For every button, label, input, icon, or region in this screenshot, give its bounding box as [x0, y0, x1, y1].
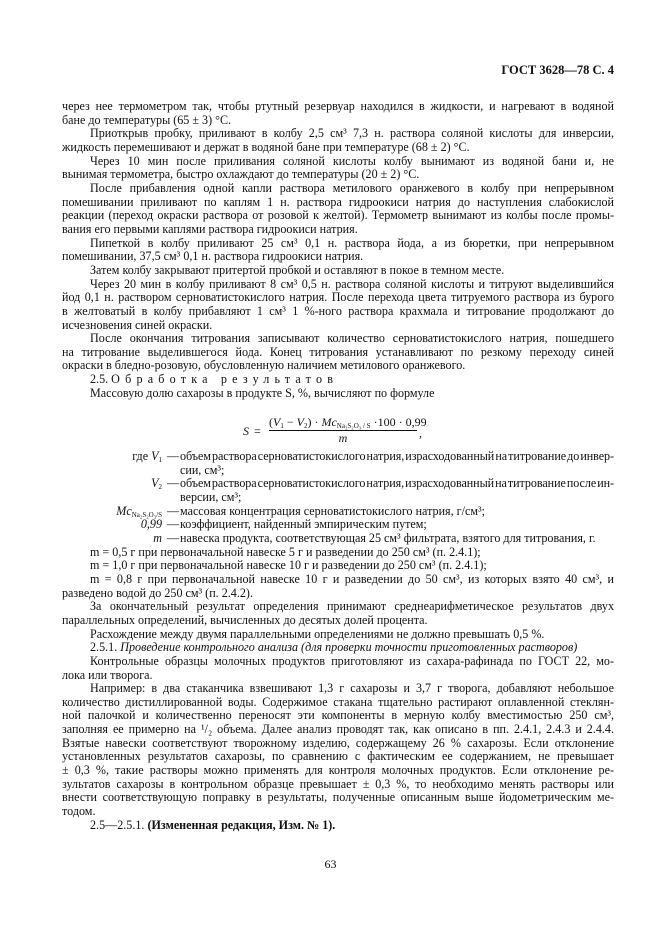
var-mc: Mc [321, 415, 337, 429]
text-line: После окончания титрования записывают количество серноватистокислого натрия, пошедшего [90, 331, 614, 346]
formula-comma: , [419, 426, 422, 440]
definition-dash: — [166, 517, 180, 532]
text-line: m = 0,5 г при первоначальной навеске 5 г и разведении до 250 см³ (п. 2.4.1); [90, 544, 481, 559]
paragraph [62, 127, 614, 154]
paragraph [62, 155, 614, 182]
text-line: в желтоватый в колбу прибавляют 1 см³ 1 %-ного раствора крахмала и титрование продолжают до [62, 303, 614, 318]
definition-text: массовая концентрация серноватистокислого натрия, г/см³; [180, 503, 485, 518]
definition-dash: — [166, 476, 180, 491]
text-line: разведено водой до 250 см³ (п. 2.4.2). [62, 585, 253, 600]
formula-numerator [269, 414, 427, 430]
symbol-sub: 1 [158, 456, 162, 464]
text-line: бане до температуры (65 ± 3) °С. [62, 112, 232, 127]
text-line: лока или творога. [62, 667, 153, 682]
text-line: на титрование выделившегося йода. Конец титрования устанавливают по резкому переходу синей [62, 344, 614, 359]
text-block-results [62, 450, 614, 832]
paragraph [62, 573, 614, 600]
definition-symbol [62, 518, 166, 532]
subsection-heading [62, 641, 614, 655]
text-line: исчезновения синей окраски. [62, 317, 213, 332]
subsection-number: 2.5.1. [90, 640, 118, 655]
text-line: Контрольные образцы молочных продуктов приготовляют из сахара-рафинада по ГОСТ 22, мо- [90, 653, 614, 668]
text-line: окраски в бледно-розовую, обусловленную наличием метилового оранжевого. [62, 358, 466, 373]
paragraph [62, 278, 614, 333]
var-v2: V [296, 415, 304, 429]
sub: Na₂S₂O₃ / S [336, 422, 371, 430]
amendment-note [62, 819, 614, 833]
definition-item [62, 532, 614, 546]
text-line: установленных результатов сахарозы, по сравнению с фактическим ее содержанием, не превышает [62, 749, 614, 764]
page-number: 63 [324, 857, 337, 871]
definition-text: сии, см³; [180, 462, 225, 477]
text-line: вынимая термометра, быстро охлаждают до температуры (20 ± 2) °С. [62, 167, 420, 182]
prefix: где [132, 449, 152, 463]
text-line: вания его первыми каплями раствора гидроокиси натрия. [62, 221, 358, 236]
text-line: m = 1,0 г при первоначальной навеске 10 г и разведении до 250 см³ (п. 2.4.1); [90, 558, 487, 573]
text-line: Пипеткой в колбу приливают 25 см³ 0,1 н. раствора йода, а из бюретки, при непрерывном [90, 235, 614, 250]
text-line: m = 0,8 г при первоначальной навеске 10 г и разведении до 50 см³, из которых взято 40 см³, и [90, 571, 614, 586]
definition-text: версии, см³; [180, 489, 242, 504]
paragraph [62, 546, 614, 560]
section-title: Обработка результатов [111, 372, 339, 387]
symbol: m [153, 530, 162, 545]
text-line: параллельных определений, вычисленных до десятых долей процента. [62, 612, 428, 627]
formula-fraction [269, 414, 427, 445]
paren: ) [307, 415, 312, 429]
definition-symbol [62, 450, 166, 464]
text-line: реакции (переход окраски раствора от розовой к желтой). Термометр вынимают из колбы после промы- [62, 208, 614, 223]
paragraph [62, 332, 614, 373]
paragraph [62, 559, 614, 573]
sub: 2 [303, 422, 308, 430]
definition-dash: — [166, 530, 180, 545]
text-line: помешивании приливают по каплям 1 н. раствора гидроокиси натрия до наступления слабокислой [62, 194, 614, 209]
text-line: Затем колбу закрывают притертой пробкой и оставляют в покое в темном месте. [90, 262, 505, 277]
definition-symbol [62, 532, 166, 546]
definition-dash: — [166, 503, 180, 518]
var-v1: V [273, 415, 281, 429]
symbol: Mc [116, 503, 132, 518]
paragraph [62, 628, 614, 642]
definition-text: объем раствора серноватистокислого натрия, израсходованный на титрование после ин- [180, 476, 614, 491]
paragraph [62, 237, 614, 264]
dot: · [311, 415, 322, 429]
definition-symbol [62, 491, 166, 505]
section-heading [62, 373, 614, 387]
symbol: V [151, 449, 159, 463]
minus: − [283, 415, 297, 429]
text-line: ной палочкой и количественно переносят эти компоненты в мерную колбу вместимостью 250 см³, [62, 708, 614, 723]
section-number: 2.5. [90, 372, 109, 387]
paragraph [62, 682, 614, 819]
text-line: За окончательный результат определения принимают среднеарифметическое результатов двух [90, 599, 614, 614]
paren: ( [269, 415, 273, 429]
paragraph [62, 600, 614, 627]
definition-symbol [62, 477, 166, 491]
symbol: V [151, 476, 159, 491]
definitions-list [62, 450, 614, 546]
amendment-text: (Измененная редакция, Изм. № 1). [147, 817, 336, 832]
definition-item [62, 464, 614, 478]
text-line: зультатов сахарозы в контрольном образце превышает ± 0,3 %, то необходимо менять растворы или [62, 776, 614, 791]
text-line: ± 0,3 %, такие растворы можно применять для контроля молочных продуктов. Если отклонение ре- [62, 763, 614, 778]
definition-item [62, 491, 614, 505]
definition-item [62, 518, 614, 532]
paragraph [62, 264, 614, 278]
text-line: Взятые навески соответствуют творожному изделию, содержащему 26 % сахарозы. Если отклонение [62, 735, 614, 750]
paragraph [62, 387, 614, 401]
text-line: через нее термометром так, чтобы ртутный резервуар находился в жидкости, и нагревают в водяной [62, 99, 614, 113]
text-line: заполняя ее примерно на ¹/₂ объема. Далее анализ проводят так, как описано в пп. 2.4.1, 2.4.3 и 2.4.4. [62, 722, 614, 737]
page-header: ГОСТ 3628—78 С. 4 [501, 63, 614, 77]
text-line: тодом. [62, 804, 96, 819]
text-line: Например: в два стаканчика взвешивают 1,3 г сахарозы и 3,7 г творога, добавляют небольшое [90, 681, 614, 696]
text-line: количество дистиллированной воды. Содержимое стакана тщательно растирают оплавленной стеклян- [62, 694, 614, 709]
definition-symbol [62, 505, 166, 519]
amendment-number: 2.5—2.5.1. [90, 817, 145, 832]
formula-lhs: S [243, 424, 249, 438]
definition-text: объем раствора серноватистокислого натрия, израсходованный на титрование до инвер- [180, 449, 614, 463]
definition-item [62, 505, 614, 519]
text-line: Расхождение между двумя параллельными определениями не должно превышать 0,5 %. [90, 626, 545, 641]
text-line: Приоткрыв пробку, приливают в колбу 2,5 см³ 7,3 н. раствора соляной кислоты для инверсии, [90, 126, 614, 141]
text-block-procedure [62, 100, 614, 400]
subsection-title: Проведение контрольного анализа (для проверки точности приготовленных растворов) [120, 640, 578, 655]
text-line: Через 10 мин после приливания соляной кислоты колбу вынимают из водяной бани и, не [90, 153, 614, 168]
symbol: 0,99 [140, 517, 162, 532]
sub: 1 [280, 422, 284, 430]
text-line: Через 20 мин в колбу приливают 8 см³ 0,5 н. раствора соляной кислоты и титруют выделившийся [90, 276, 614, 291]
definition-item [62, 450, 614, 464]
paragraph [62, 182, 614, 237]
text-line: Массовую долю сахарозы в продукте S, %, вычисляют по формуле [90, 385, 435, 400]
definition-symbol [62, 464, 166, 478]
formula-equals: = [254, 424, 261, 438]
symbol-sub: 2 [158, 483, 162, 492]
definition-text: коэффициент, найденный эмпирическим путем; [180, 517, 427, 532]
text-line: внести соответствующую поправку в результаты, полученные описанным выше йодометрическим ме- [62, 790, 614, 805]
definition-item [62, 477, 614, 491]
definition-dash [166, 464, 180, 478]
text-line: йод 0,1 н. раствором серноватистокислого натрия. После перехода цвета титруемого раствора из бурого [62, 290, 614, 305]
formula-denominator: m [338, 431, 348, 445]
text-line: помешивании, 37,5 см³ 0,1 н. раствора гидроокиси натрия. [62, 249, 364, 264]
paragraph [62, 655, 614, 682]
definition-dash [166, 491, 180, 505]
definition-text: навеска продукта, соответствующая 25 см³ фильтрата, взятого для титрования, г. [180, 530, 596, 545]
definition-dash: — [166, 449, 180, 463]
text-line: После прибавления одной капли раствора метилового оранжевого в колбу при непрерывном [90, 180, 614, 195]
factors: ·100 · 0,99 [370, 415, 427, 429]
symbol-sub: Na₂S₂O₃/S [131, 510, 162, 519]
text-line: жидкость перемешивают и держат в водяной бане при температуре (68 ± 2) °С. [62, 139, 470, 154]
paragraph [62, 100, 614, 127]
